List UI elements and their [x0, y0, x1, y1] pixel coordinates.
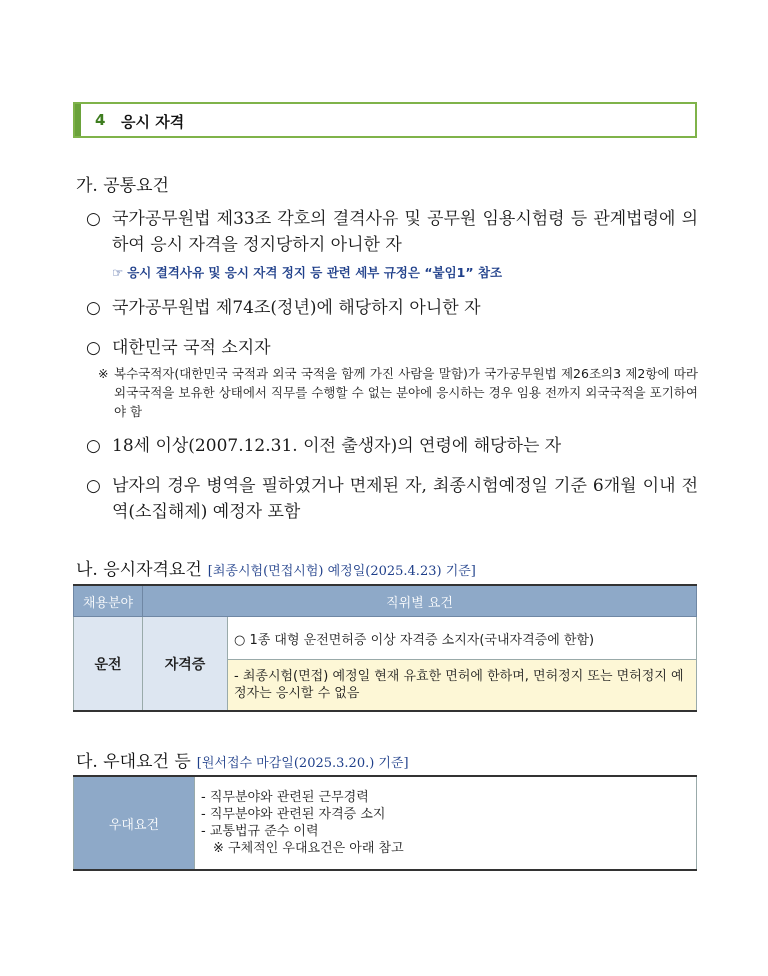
- common-item-3: [86, 335, 698, 361]
- common-item-4-text: 18세 이상(2007.12.31. 이전 출생자)의 연령에 해당하는 자: [112, 436, 562, 456]
- reference-note: [112, 263, 502, 281]
- section-title: 응시 자격: [121, 113, 185, 131]
- remark-text: 복수국적자(대한민국 국적과 외국 국적을 함께 가진 사람을 말함)가 국가공무원법 제26조의3 제2항에 따라 외국국적을 보유한 상태에서 직무를 수행할 수 없는 분야에 응시하는 경우 임용 전까지 외국국적을 포기하여야 함: [114, 366, 698, 419]
- common-item-3-text: 대한민국 국적 소지자: [112, 338, 271, 358]
- common-item-2-text: 국가공무원법 제74조(정년)에 해당하지 아니한 자: [112, 298, 481, 318]
- reference-text: 응시 결격사유 및 응시 자격 정지 등 관련 세부 규정은 “붙임1” 참조: [127, 265, 503, 280]
- bullet: ○: [86, 476, 101, 496]
- preference-list: [195, 776, 697, 870]
- common-item-5: [86, 473, 698, 525]
- remark-mark: ※: [98, 366, 109, 381]
- bullet: ○: [86, 338, 101, 358]
- bullet: ○: [86, 436, 101, 456]
- common-item-1-text: 국가공무원법 제33조 각호의 결격사유 및 공무원 임용시험령 등 관계법령에 의하여 응시 자격을 정지당하지 아니한 자: [112, 209, 698, 255]
- preference-item-4: ※ 구체적인 우대요건은 아래 참고: [213, 841, 404, 856]
- bullet: ○: [86, 209, 101, 229]
- preference-heading: [76, 747, 409, 772]
- preference-item-3: - 교통법규 준수 이력: [201, 824, 319, 839]
- col-header-requirements: 직위별 요건: [143, 585, 697, 617]
- preference-label: 우대요건: [74, 776, 195, 870]
- type-cell: 자격증: [143, 617, 228, 712]
- qualification-heading-text: 나. 응시자격요건: [76, 560, 202, 580]
- requirement-validity: - 최종시험(면접) 예정일 현재 유효한 면허에 한하며, 면허정지 또는 면허정지 예정자는 응시할 수 없음: [228, 660, 697, 712]
- pointing-hand-icon: ☞: [112, 265, 124, 280]
- section-accent: [75, 104, 81, 136]
- preference-heading-text: 다. 우대요건 등: [76, 752, 191, 772]
- preference-item-2: - 직무분야와 관련된 자격증 소지: [201, 807, 386, 822]
- preference-item-1: - 직무분야와 관련된 근무경력: [201, 790, 369, 805]
- qualification-note: [최종시험(면접시험) 예정일(2025.4.23) 기준]: [207, 564, 476, 579]
- dual-nationality-remark: [98, 364, 698, 421]
- common-item-4: [86, 433, 698, 459]
- preference-table: [73, 775, 697, 871]
- common-item-5-text: 남자의 경우 병역을 필하였거나 면제된 자, 최종시험예정일 기준 6개월 이내 전역(소집해제) 예정자 포함: [112, 476, 698, 522]
- common-item-1: [86, 206, 698, 258]
- field-cell: 운전: [74, 617, 143, 712]
- qualification-table: [73, 584, 697, 712]
- bullet: ○: [86, 298, 101, 318]
- col-header-field: 채용분야: [74, 585, 143, 617]
- common-item-2: [86, 295, 698, 321]
- requirement-license: ○ 1종 대형 운전면허증 이상 자격증 소지자(국내자격증에 한함): [228, 617, 697, 660]
- common-heading: 가. 공통요건: [76, 176, 169, 196]
- section-number: 4: [95, 111, 106, 129]
- qualification-heading: [76, 555, 476, 580]
- section-header: [73, 102, 697, 138]
- preference-note: [원서접수 마감일(2025.3.20.) 기준]: [196, 756, 409, 771]
